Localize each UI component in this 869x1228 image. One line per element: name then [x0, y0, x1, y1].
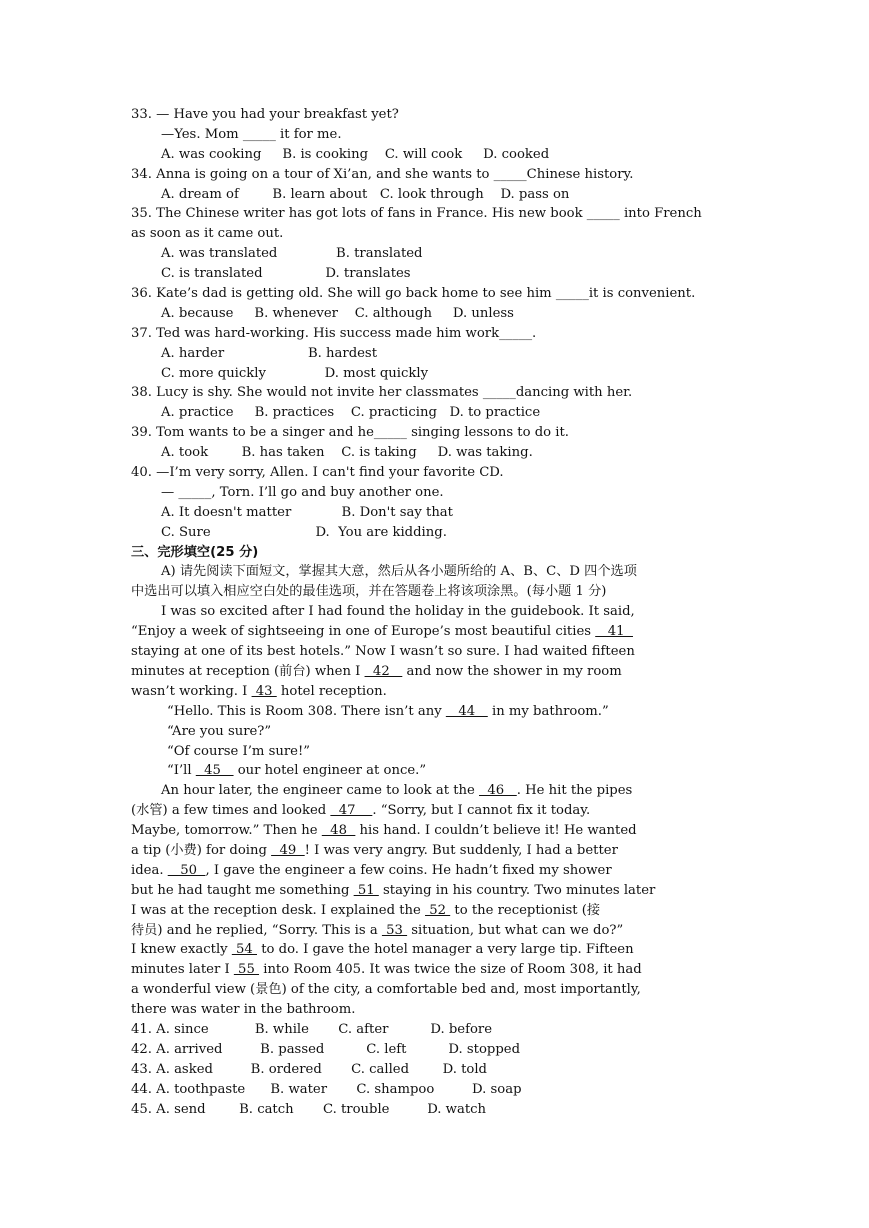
passage-line: a wonderful view (景色) of the city, a comfortable bed and, most importantly, — [131, 982, 641, 998]
blank-41: 41 — [595, 624, 633, 640]
passage-line: I was so excited after I had found the holiday in the guidebook. It said, — [161, 604, 635, 620]
question-37-options-cd: C. more quickly D. most quickly — [161, 365, 429, 381]
blank-53: 53 — [381, 922, 408, 938]
question-37-options-ab: A. harder B. hardest — [161, 345, 378, 361]
blank-47: 47 — [330, 803, 373, 819]
question-36-options: A. because B. whenever C. although D. unless — [161, 305, 514, 321]
passage-line: a tip (小费) for doing 49 ! I was very angry. But suddenly, I had a better — [131, 842, 618, 858]
section-instructions: A) 请先阅读下面短文，掌握其大意，然后从各小题所给的 A、B、C、D 四个选项 — [161, 564, 637, 580]
blank-44: 44 — [445, 703, 488, 719]
blank-55: 55 — [233, 962, 260, 978]
dialogue-line: “Hello. This is Room 308. There isn’t any 44 in my bathroom.” — [167, 703, 609, 719]
question-39-options: A. took B. has taken C. is taking D. was taking. — [161, 445, 533, 461]
question-34-options: A. dream of B. learn about C. look through D. pass on — [161, 186, 570, 202]
blank-51: 51 — [353, 882, 379, 898]
passage-line: idea. 50 , I gave the engineer a few coins. He hadn’t fixed my shower — [131, 862, 612, 878]
question-36-stem: 36. Kate’s dad is getting old. She will go back home to see him _____it is convenient. — [131, 286, 696, 302]
passage-line: staying at one of its best hotels.” Now I wasn’t so sure. I had waited fifteen — [131, 644, 635, 660]
section-instructions-cont: 中选出可以填入相应空白处的最佳选项，并在答题卷上将该项涂黑。(每小题 1 分) — [131, 584, 607, 600]
passage-line: An hour later, the engineer came to look at the 46 . He hit the pipes — [161, 783, 633, 799]
passage-line: I knew exactly 54 to do. I gave the hotel manager a very large tip. Fifteen — [131, 942, 634, 958]
passage-line: minutes at reception (前台) when I 42 and now the shower in my room — [131, 663, 622, 679]
blank-48: 48 — [321, 823, 356, 839]
passage-line: wasn’t working. I 43 hotel reception. — [131, 683, 387, 699]
passage-line: Maybe, tomorrow.” Then he 48 his hand. I couldn’t believe it! He wanted — [131, 823, 637, 839]
question-35-options-cd: C. is translated D. translates — [161, 266, 411, 282]
blank-46: 46 — [479, 783, 517, 799]
section-heading: 三、完形填空(25 分) — [131, 544, 259, 560]
blank-49: 49 — [271, 842, 305, 858]
blank-50: 50 — [167, 862, 206, 878]
answer-options-45: 45. A. send B. catch C. trouble D. watch — [131, 1101, 487, 1117]
question-39-stem: 39. Tom wants to be a singer and he_____ singing lessons to do it. — [131, 425, 569, 441]
question-40-stem: 40. —I’m very sorry, Allen. I can't find your favorite CD. — [131, 465, 504, 481]
passage-line: I was at the reception desk. I explained the 52 to the receptionist (接 — [131, 902, 601, 918]
question-34-stem: 34. Anna is going on a tour of Xi’an, and she wants to _____Chinese history. — [131, 166, 634, 182]
question-35-options-ab: A. was translated B. translated — [161, 246, 423, 262]
answer-options-44: 44. A. toothpaste B. water C. shampoo D. soap — [131, 1081, 522, 1097]
answer-options-43: 43. A. asked B. ordered C. called D. told — [131, 1061, 487, 1077]
question-33-stem: 33. — Have you had your breakfast yet? — [131, 107, 399, 122]
question-35-stem: 35. The Chinese writer has got lots of fans in France. His new book _____ into French — [131, 206, 702, 222]
dialogue-line: “Are you sure?” — [167, 723, 272, 739]
passage-line: minutes later I 55 into Room 405. It was twice the size of Room 308, it had — [131, 962, 642, 978]
question-33-options: A. was cooking B. is cooking C. will cook D. cooked — [161, 146, 550, 162]
blank-42: 42 — [364, 663, 403, 679]
answer-options-42: 42. A. arrived B. passed C. left D. stopped — [131, 1041, 521, 1057]
dialogue-line: “I’ll 45 our hotel engineer at once.” — [167, 763, 427, 779]
answer-options-41: 41. A. since B. while C. after D. before — [131, 1021, 493, 1037]
question-37-stem: 37. Ted was hard-working. His success made him work_____. — [131, 325, 537, 341]
passage-line: there was water in the bathroom. — [131, 1002, 356, 1018]
question-33-reply: —Yes. Mom _____ it for me. — [161, 126, 342, 142]
question-40-options-cd: C. Sure D. You are kidding. — [161, 524, 447, 540]
question-40-options-ab: A. It doesn't matter B. Don't say that — [161, 504, 453, 520]
question-35-stem-cont: as soon as it came out. — [131, 226, 284, 242]
passage-line: “Enjoy a week of sightseeing in one of Europe’s most beautiful cities 41 — [131, 624, 633, 640]
question-38-stem: 38. Lucy is shy. She would not invite her classmates _____dancing with her. — [131, 385, 633, 401]
dialogue-line: “Of course I’m sure!” — [167, 743, 311, 759]
blank-43: 43 — [251, 683, 277, 699]
question-38-options: A. practice B. practices C. practicing D. to practice — [161, 405, 541, 421]
passage-line: 待员) and he replied, “Sorry. This is a 53 situation, but what can we do?” — [131, 922, 624, 938]
passage-line: but he had taught me something 51 staying in his country. Two minutes later — [131, 882, 656, 898]
exam-page — [131, 105, 751, 1119]
question-40-reply: — _____, Torn. I’ll go and buy another one. — [161, 484, 444, 500]
blank-45: 45 — [195, 763, 234, 779]
blank-52: 52 — [425, 902, 451, 918]
passage-line: (水管) a few times and looked 47 . “Sorry, but I cannot fix it today. — [131, 803, 591, 819]
blank-54: 54 — [231, 942, 257, 958]
